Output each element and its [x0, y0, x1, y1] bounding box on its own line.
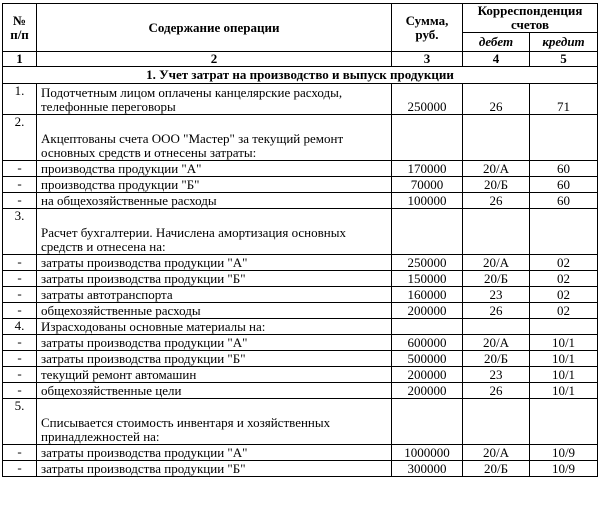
row-sum: 70000: [392, 177, 463, 193]
row-sum: 1000000: [392, 445, 463, 461]
table-row: [3, 303, 598, 319]
row-credit: 10/9: [530, 461, 598, 477]
row-sum: [392, 319, 463, 335]
row-debit: 20/Б: [463, 271, 530, 287]
operations-table: [2, 3, 598, 477]
header-content: Содержание операции: [37, 4, 392, 52]
row-number: 4.: [3, 319, 37, 335]
row-number: 5.: [3, 399, 37, 445]
row-sum: 300000: [392, 461, 463, 477]
header-index-1: 1: [3, 52, 37, 67]
header-sum: Сумма, руб.: [392, 4, 463, 52]
row-content: на общехозяйственные расходы: [37, 193, 392, 209]
row-sum: 500000: [392, 351, 463, 367]
table-row: [3, 351, 598, 367]
row-credit: [530, 115, 598, 161]
row-debit: 26: [463, 84, 530, 115]
row-sum: 200000: [392, 303, 463, 319]
row-number: 1.: [3, 84, 37, 115]
row-content: Израсходованы основные материалы на:: [37, 319, 392, 335]
row-content: Подотчетным лицом оплачены канцелярские расходы, телефонные переговоры: [37, 84, 392, 115]
table-row: [3, 255, 598, 271]
row-sum: 250000: [392, 255, 463, 271]
row-sum: 150000: [392, 271, 463, 287]
row-credit: 10/1: [530, 367, 598, 383]
row-credit: [530, 399, 598, 445]
table-row: [3, 193, 598, 209]
table-row: [3, 271, 598, 287]
row-number: -: [3, 287, 37, 303]
header-num: № п/п: [3, 4, 37, 52]
table-row: [3, 287, 598, 303]
row-sum: [392, 399, 463, 445]
table-row: [3, 177, 598, 193]
row-sum: 160000: [392, 287, 463, 303]
row-credit: 10/1: [530, 335, 598, 351]
header-debit: дебет: [463, 33, 530, 52]
table-row: [3, 319, 598, 335]
row-sum: 200000: [392, 367, 463, 383]
row-debit: 20/А: [463, 335, 530, 351]
row-content: затраты производства продукции "Б": [37, 461, 392, 477]
row-content: Акцептованы счета ООО "Мастер" за текущий ремонт основных средств и отнесены затраты:: [37, 115, 392, 161]
header-index-2: 2: [37, 52, 392, 67]
row-content: затраты производства продукции "Б": [37, 351, 392, 367]
section-title: 1. Учет затрат на производство и выпуск продукции: [3, 67, 598, 84]
header-credit: кредит: [530, 33, 598, 52]
row-debit: [463, 319, 530, 335]
row-debit: 26: [463, 193, 530, 209]
row-credit: 02: [530, 303, 598, 319]
row-credit: 60: [530, 193, 598, 209]
header-index-5: 5: [530, 52, 598, 67]
row-debit: 20/А: [463, 255, 530, 271]
row-debit: [463, 115, 530, 161]
table-row: [3, 161, 598, 177]
row-debit: 26: [463, 383, 530, 399]
row-debit: 23: [463, 367, 530, 383]
row-debit: 20/А: [463, 161, 530, 177]
row-number: -: [3, 445, 37, 461]
row-debit: 20/Б: [463, 461, 530, 477]
row-sum: 250000: [392, 84, 463, 115]
row-number: 2.: [3, 115, 37, 161]
table-row: [3, 445, 598, 461]
row-content: общехозяйственные расходы: [37, 303, 392, 319]
row-debit: 20/Б: [463, 351, 530, 367]
row-sum: 170000: [392, 161, 463, 177]
row-content: затраты производства продукции "Б": [37, 271, 392, 287]
table-row: [3, 461, 598, 477]
table-row: [3, 367, 598, 383]
row-content: Расчет бухгалтерии. Начислена амортизация основных средств и отнесена на:: [37, 209, 392, 255]
row-sum: 200000: [392, 383, 463, 399]
row-number: -: [3, 193, 37, 209]
header-index-3: 3: [392, 52, 463, 67]
row-debit: [463, 399, 530, 445]
row-credit: 02: [530, 287, 598, 303]
table-row: [3, 115, 598, 161]
row-number: -: [3, 271, 37, 287]
row-sum: [392, 115, 463, 161]
table-row: [3, 399, 598, 445]
row-sum: 600000: [392, 335, 463, 351]
row-number: -: [3, 161, 37, 177]
table-row: [3, 335, 598, 351]
row-content: общехозяйственные цели: [37, 383, 392, 399]
row-credit: [530, 319, 598, 335]
row-credit: 60: [530, 161, 598, 177]
row-credit: 10/1: [530, 383, 598, 399]
row-debit: [463, 209, 530, 255]
row-sum: 100000: [392, 193, 463, 209]
row-content: затраты производства продукции "А": [37, 335, 392, 351]
row-debit: 20/Б: [463, 177, 530, 193]
row-content: затраты автотранспорта: [37, 287, 392, 303]
header-index-4: 4: [463, 52, 530, 67]
row-credit: 10/1: [530, 351, 598, 367]
row-credit: 10/9: [530, 445, 598, 461]
header-correspondence: Корреспонденция счетов: [463, 4, 598, 33]
row-number: -: [3, 461, 37, 477]
row-number: -: [3, 303, 37, 319]
row-credit: 71: [530, 84, 598, 115]
row-content: Списывается стоимость инвентаря и хозяйственных принадлежностей на:: [37, 399, 392, 445]
table-row: [3, 209, 598, 255]
row-debit: 23: [463, 287, 530, 303]
row-content: производства продукции "Б": [37, 177, 392, 193]
row-credit: 02: [530, 255, 598, 271]
row-number: -: [3, 335, 37, 351]
row-number: -: [3, 383, 37, 399]
table-row: [3, 84, 598, 115]
row-number: -: [3, 367, 37, 383]
table-row: [3, 383, 598, 399]
row-number: -: [3, 255, 37, 271]
row-number: 3.: [3, 209, 37, 255]
row-debit: 26: [463, 303, 530, 319]
row-number: -: [3, 177, 37, 193]
row-content: производства продукции "А": [37, 161, 392, 177]
row-content: затраты производства продукции "А": [37, 255, 392, 271]
row-debit: 20/А: [463, 445, 530, 461]
row-credit: [530, 209, 598, 255]
row-credit: 60: [530, 177, 598, 193]
row-sum: [392, 209, 463, 255]
row-credit: 02: [530, 271, 598, 287]
row-content: текущий ремонт автомашин: [37, 367, 392, 383]
row-number: -: [3, 351, 37, 367]
row-content: затраты производства продукции "А": [37, 445, 392, 461]
document-page: [2, 3, 597, 477]
